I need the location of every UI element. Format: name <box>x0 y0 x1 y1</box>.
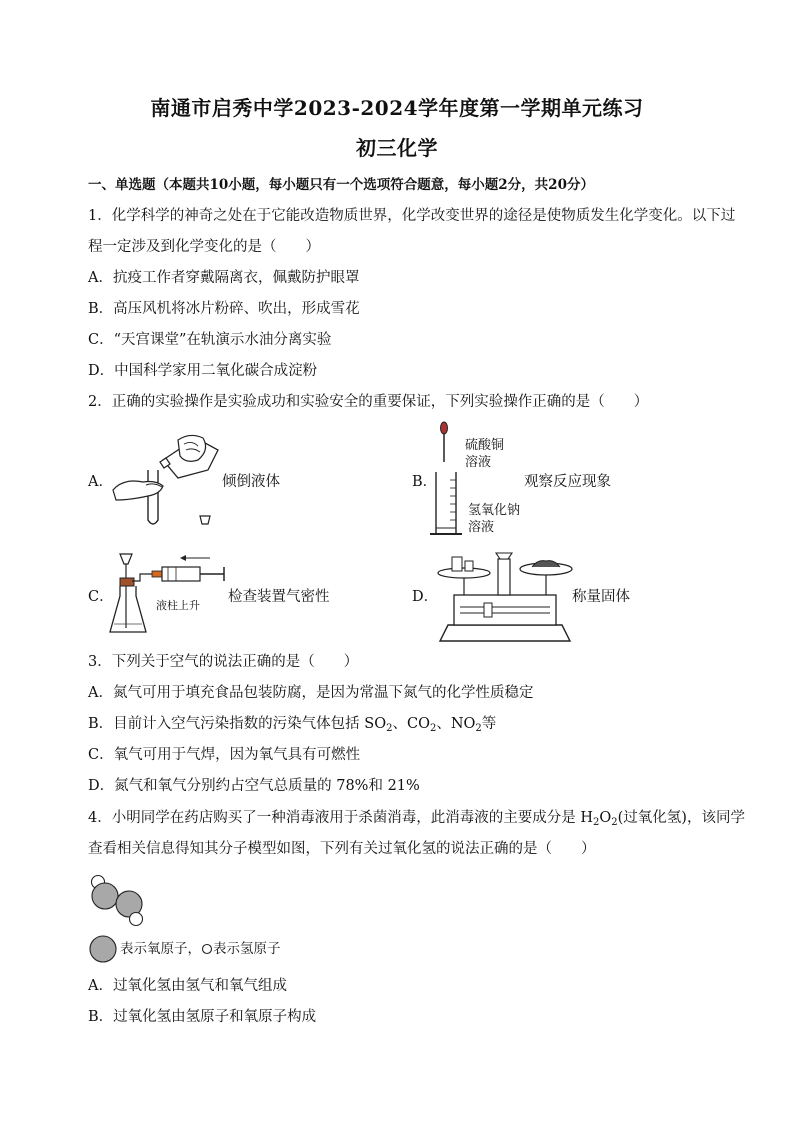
q2-option-a-letter: A． <box>88 474 113 490</box>
balance-illustration <box>434 545 576 645</box>
q2-b-label-top-2: 溶液 <box>465 455 492 470</box>
q3-option-c: C．氧气可用于气焊，因为氧气具有可燃性 <box>88 747 361 763</box>
h2o2-molecule-model <box>88 874 148 926</box>
oxygen-atom-icon <box>88 934 118 964</box>
q2-option-b-caption: 观察反应现象 <box>524 474 611 490</box>
airtightness-apparatus-illustration <box>106 550 236 640</box>
q3-option-a: A．氮气可用于填充食品包装防腐，是因为常温下氮气的化学性质稳定 <box>88 685 534 701</box>
pouring-liquid-illustration <box>108 430 223 530</box>
q4-option-b: B．过氧化氢由氢原子和氧原子构成 <box>88 1009 317 1025</box>
q4-option-a: A．过氧化氢由氢气和氧气组成 <box>88 978 287 994</box>
q4-legend: 表示氧原子， 表示氢原子 <box>88 934 281 964</box>
q2-option-b-letter: B． <box>412 474 438 490</box>
q2-stem: 2．正确的实验操作是实验成功和实验安全的重要保证，下列实验操作正确的是（ ） <box>88 394 649 410</box>
q3-option-d: D．氮气和氧气分别约占空气总质量的 78%和 21% <box>88 778 420 794</box>
q2-b-label-top-1: 硫酸铜 <box>465 438 505 453</box>
q2-option-c-letter: C． <box>88 589 114 605</box>
q1-stem-line2: 程一定涉及到化学变化的是（ ） <box>88 239 320 255</box>
page-title: 南通市启秀中学2023-2024学年度第一学期单元练习 <box>150 96 644 120</box>
q1-option-b: B．高压风机将冰片粉碎、吹出，形成雪花 <box>88 301 360 317</box>
q1-stem-line1: 1．化学科学的神奇之处在于它能改造物质世界，化学改变世界的途径是使物质发生化学变化。以下过 <box>88 208 736 224</box>
q2-option-c-caption: 检查装置气密性 <box>228 589 330 605</box>
q1-option-a: A．抗疫工作者穿戴隔离衣，佩戴防护眼罩 <box>88 270 360 286</box>
section-heading: 一、单选题（本题共10小题，每小题只有一个选项符合题意，每小题2分，共20分） <box>88 177 594 193</box>
q4-stem-line2: 查看相关信息得知其分子模型如图，下列有关过氧化氢的说法正确的是（ ） <box>88 841 596 857</box>
page-subtitle: 初三化学 <box>356 136 438 160</box>
hydrogen-atom-icon <box>201 943 213 955</box>
q1-option-d: D．中国科学家用二氧化碳合成淀粉 <box>88 363 318 379</box>
q2-c-label: 液柱上升 <box>156 599 200 612</box>
q2-b-label-bottom-1: 氢氧化钠 <box>468 503 521 518</box>
q4-stem-line1: 4．小明同学在药店购买了一种消毒液用于杀菌消毒，此消毒液的主要成分是 $H_2O_2$(过氧化氢)，该同学 <box>88 810 745 828</box>
q3-option-b: B．目前计入空气污染指数的污染气体包括 $SO_2$、$CO_2$、$NO_2$等 <box>88 716 497 734</box>
q2-option-d-caption: 称量固体 <box>572 589 630 605</box>
q1-option-c: C．“天宫课堂”在轨演示水油分离实验 <box>88 332 332 348</box>
q3-stem: 3．下列关于空气的说法正确的是（ ） <box>88 654 359 670</box>
q2-option-a-caption: 倾倒液体 <box>222 474 280 490</box>
q2-b-label-bottom-2: 溶液 <box>468 520 495 535</box>
q2-option-d-letter: D． <box>412 589 439 605</box>
